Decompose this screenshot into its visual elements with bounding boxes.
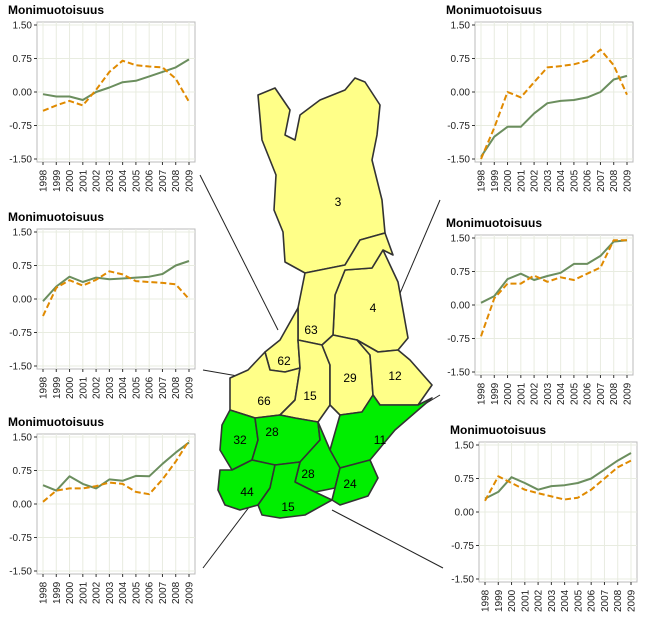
y-tick-label: 1.50 (454, 440, 474, 452)
x-tick-label: 2006 (144, 169, 156, 192)
region-label: 11 (373, 433, 387, 447)
finland-map (218, 78, 432, 518)
x-tick-label: 2003 (546, 589, 558, 612)
x-tick-label: 2008 (613, 589, 625, 612)
y-tick-label: 0.00 (450, 87, 470, 99)
x-tick-label: 2002 (529, 382, 541, 405)
x-tick-label: 2002 (91, 581, 103, 604)
x-tick-label: 2005 (131, 169, 143, 192)
region-label: 28 (301, 467, 315, 481)
x-tick-label: 2000 (65, 581, 77, 604)
y-tick-label: -1.50 (447, 367, 470, 379)
region-label: 12 (388, 369, 402, 383)
connector-line (200, 175, 278, 330)
chart-panel (450, 423, 638, 612)
x-tick-label: 2008 (171, 376, 183, 399)
x-tick-label: 2009 (626, 589, 638, 612)
chart-panel (446, 3, 634, 192)
y-tick-label: 0.00 (454, 507, 474, 519)
chart-panel (8, 210, 196, 399)
x-tick-label: 2000 (507, 589, 519, 612)
x-tick-label: 2003 (104, 169, 116, 192)
region-label: 15 (303, 389, 317, 403)
x-tick-label: 2002 (91, 376, 103, 399)
x-tick-label: 2000 (65, 376, 77, 399)
y-tick-label: -1.50 (9, 566, 32, 578)
y-tick-label: 0.75 (12, 466, 32, 477)
x-tick-label: 2005 (569, 169, 581, 192)
x-tick-label: 2002 (529, 169, 541, 192)
x-tick-label: 2002 (533, 589, 545, 612)
connector-line (332, 510, 443, 568)
region-label: 63 (304, 323, 318, 337)
y-tick-label: -0.75 (447, 334, 470, 345)
x-tick-label: 2009 (622, 382, 634, 405)
y-tick-label: 0.75 (12, 261, 32, 272)
x-tick-label: 2004 (118, 169, 130, 192)
y-tick-label: 1.50 (12, 432, 32, 444)
x-tick-label: 2009 (184, 169, 196, 192)
x-tick-label: 2009 (622, 169, 634, 192)
x-tick-label: 2009 (184, 581, 196, 604)
region-label: 15 (281, 500, 295, 514)
x-tick-label: 2001 (78, 376, 90, 399)
region-label: 29 (343, 371, 357, 385)
x-tick-label: 1999 (51, 581, 63, 604)
x-tick-label: 2002 (91, 169, 103, 192)
chart-title: Monimuotoisuus (446, 216, 542, 230)
chart-panel (8, 3, 196, 192)
x-tick-label: 2005 (573, 589, 585, 612)
x-tick-label: 2004 (560, 589, 572, 612)
x-tick-label: 1999 (493, 589, 505, 612)
chart-panel (446, 216, 634, 405)
y-tick-label: -0.75 (9, 533, 32, 544)
y-tick-label: 0.75 (450, 54, 470, 65)
x-tick-label: 2007 (157, 581, 169, 604)
x-tick-label: 2006 (582, 169, 594, 192)
y-tick-label: -0.75 (9, 121, 32, 132)
x-tick-label: 2004 (118, 581, 130, 604)
x-tick-label: 2003 (542, 382, 554, 405)
x-tick-label: 2004 (118, 376, 130, 399)
x-tick-label: 2003 (542, 169, 554, 192)
x-tick-label: 2008 (609, 169, 621, 192)
y-tick-label: -1.50 (451, 574, 474, 586)
x-tick-label: 1999 (489, 382, 501, 405)
y-tick-label: 0.00 (450, 300, 470, 312)
x-tick-label: 1998 (476, 382, 488, 405)
region-label: 62 (277, 354, 291, 368)
y-tick-label: 1.50 (12, 227, 32, 239)
chart-title: Monimuotoisuus (8, 210, 104, 224)
x-tick-label: 2001 (78, 169, 90, 192)
y-tick-label: 0.00 (12, 294, 32, 306)
x-tick-label: 2006 (586, 589, 598, 612)
x-tick-label: 2009 (184, 376, 196, 399)
y-tick-label: -1.50 (9, 361, 32, 373)
x-tick-label: 2006 (144, 581, 156, 604)
y-tick-label: 0.00 (12, 499, 32, 511)
x-tick-label: 2008 (171, 581, 183, 604)
y-tick-label: 1.50 (12, 20, 32, 32)
y-tick-label: -0.75 (451, 541, 474, 552)
x-tick-label: 1998 (476, 169, 488, 192)
y-tick-label: 0.75 (454, 474, 474, 485)
x-tick-label: 2001 (516, 169, 528, 192)
x-tick-label: 1999 (489, 169, 501, 192)
x-tick-label: 2000 (503, 169, 515, 192)
region-label: 44 (240, 485, 254, 499)
x-tick-label: 2005 (569, 382, 581, 405)
y-tick-label: 1.50 (450, 20, 470, 32)
y-tick-label: 0.75 (12, 54, 32, 65)
region-label: 24 (343, 477, 357, 491)
chart-title: Monimuotoisuus (8, 3, 104, 17)
x-tick-label: 2006 (582, 382, 594, 405)
y-tick-label: -0.75 (9, 328, 32, 339)
x-tick-label: 2007 (157, 169, 169, 192)
region-label: 3 (334, 195, 342, 209)
y-tick-label: 0.00 (12, 87, 32, 99)
x-tick-label: 2008 (171, 169, 183, 192)
x-tick-label: 1998 (38, 581, 50, 604)
region-label: 28 (265, 425, 279, 439)
x-tick-label: 1999 (51, 169, 63, 192)
x-tick-label: 1998 (480, 589, 492, 612)
x-tick-label: 2007 (595, 382, 607, 405)
x-tick-label: 2001 (516, 382, 528, 405)
y-tick-label: 1.50 (450, 233, 470, 245)
x-tick-label: 1999 (51, 376, 63, 399)
x-tick-label: 2006 (144, 376, 156, 399)
x-tick-label: 2005 (131, 581, 143, 604)
x-tick-label: 2004 (556, 382, 568, 405)
x-tick-label: 2004 (556, 169, 568, 192)
region-label: 66 (257, 394, 271, 408)
x-tick-label: 2000 (503, 382, 515, 405)
x-tick-label: 2008 (609, 382, 621, 405)
x-tick-label: 2001 (520, 589, 532, 612)
y-tick-label: 0.75 (450, 267, 470, 278)
chart-title: Monimuotoisuus (450, 423, 546, 437)
x-tick-label: 1998 (38, 376, 50, 399)
y-tick-label: -1.50 (9, 154, 32, 166)
x-tick-label: 1998 (38, 169, 50, 192)
x-tick-label: 2001 (78, 581, 90, 604)
y-tick-label: -1.50 (447, 154, 470, 166)
chart-title: Monimuotoisuus (8, 415, 104, 429)
y-tick-label: -0.75 (447, 121, 470, 132)
x-tick-label: 2003 (104, 376, 116, 399)
x-tick-label: 2007 (157, 376, 169, 399)
chart-panel (8, 415, 196, 604)
x-tick-label: 2007 (599, 589, 611, 612)
x-tick-label: 2005 (131, 376, 143, 399)
region-label: 4 (369, 301, 377, 315)
region-label: 32 (233, 433, 247, 447)
chart-title: Monimuotoisuus (446, 3, 542, 17)
x-tick-label: 2003 (104, 581, 116, 604)
x-tick-label: 2000 (65, 169, 77, 192)
x-tick-label: 2007 (595, 169, 607, 192)
